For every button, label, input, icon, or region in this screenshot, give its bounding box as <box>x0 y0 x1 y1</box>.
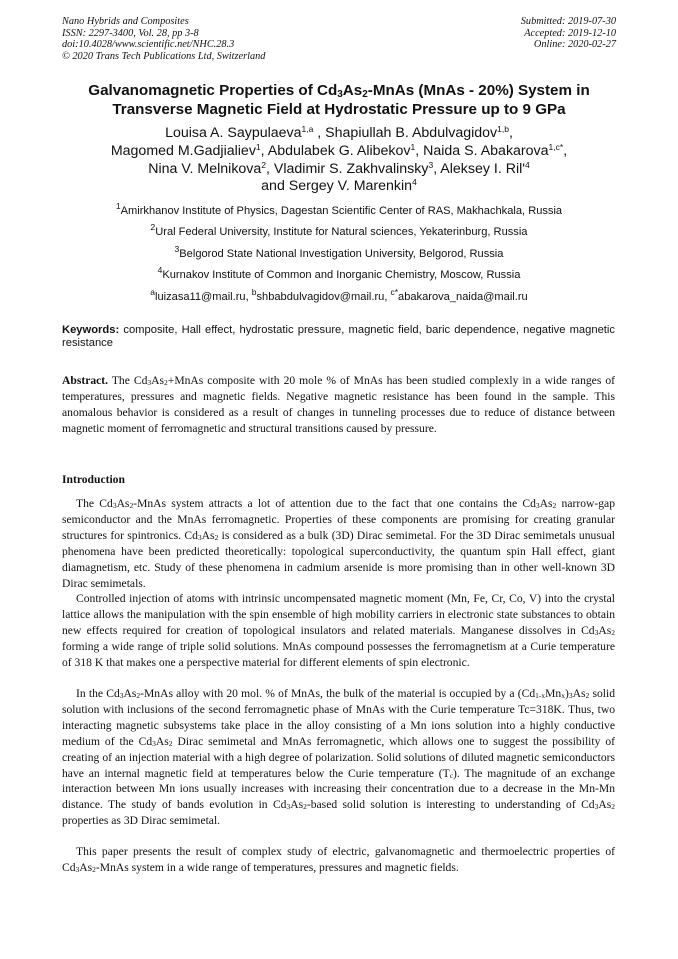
email-link[interactable]: luizasa11@mail.ru, <box>155 291 252 303</box>
paragraph-3: In the $Cd_3As_2$-MnAs alloy with 20 mol. % of MnAs, the bulk of the material is occupied by a $(Cd_{1-x}Mn_x)_3As_2$ solid solution with inclusions of the second ferromagnetic phase of MnAs with the Curie temperature Tc=318K. Thus, two interacting magnetic subsystems take place in the alloy consisting of a Mn ions solution into a highly conductive medium of the $Cd_3As_2$ Dirac semimetal and MnAs ferromagnetic, which allows one to suggest the possibility of creating of an injection material with a high degree of polarization. Solid solutions of diluted magnetic semiconductors have an internal magnetic field at temperatures below the Curie temperature $(T_c)$. The magnitude of an exchange interaction between Mn ions usually increases with increasing their concentration due to a decrease in the Mn-Mn distance. The study of bands evolution in $Cd_3As_2$-based solid solution is interesting to understanding of $Cd_3As_2$ properties as 3D Dirac semimetal. <box>62 687 616 828</box>
abstract: Abstract. The $Cd_3As_2+MnAs$ composite with 20 mole % of MnAs has been studied complexly in a wide ranges of temperatures, pressures and magnetic fields. Negative magnetic resistance has been found in the sample. This anomalous behavior is considered as a result of changes in tunneling processes due to reduce of distance between magnetic moment of ferromagnetic and structural transitions caused by pressure. <box>62 374 615 435</box>
journal-name: Nano Hybrids and Composites <box>62 16 189 27</box>
keywords-label: Keywords: <box>62 324 120 336</box>
doi-line: doi:10.4028/www.scientific.net/NHC.28.3 <box>62 39 235 50</box>
affiliation-1: $^1$Amirkhanov Institute of Physics, Dagestan Scientific Center of RAS, Makhachkala, Russia <box>115 201 563 217</box>
affiliation-4: $^4$Kurnakov Institute of Common and Inorganic Chemistry, Moscow, Russia <box>157 265 521 281</box>
abstract-label: Abstract. <box>62 374 109 387</box>
copyright-line: © 2020 Trans Tech Publications Ltd, Switzerland <box>62 50 266 62</box>
email-link[interactable]: shbabdulvagidov@mail.ru, <box>256 291 391 303</box>
keywords: Keywords: composite, Hall effect, hydrostatic pressure, magnetic field, baric dependence, negative magnetic resistance <box>62 324 615 350</box>
accepted-date: Accepted: 2019-12-10 <box>524 27 616 39</box>
issn-line: ISSN: 2297-3400, Vol. 28, pp 3-8 <box>62 27 199 39</box>
journal-info <box>62 16 265 62</box>
submitted-date: Submitted: 2019-07-30 <box>520 16 616 27</box>
section-heading: Introduction <box>62 473 125 486</box>
online-date: Online: 2020-02-27 <box>533 39 616 50</box>
author-list: Louisa A. Saypulaeva$^{1,a}$ , Shapiullah B. Abdulvagidov$^{1,b}$, Magomed M.Gadjialiev$^1$, Abdulabek G. Alibekov$^1$, Naida S. Abakarova$^{1,c*}$, Nina V. Melnikova$^2$, Vladimir S. Zakhvalinsky$^3$, Aleksey I. $Ril'^4$ and Sergey V. Marenkin$^4$ <box>110 124 568 195</box>
paper-title: Galvanomagnetic Properties of $Cd_3As_2$-MnAs (MnAs - 20%) System in Transverse Magnetic Field at Hydrostatic Pressure up to 9 GPa <box>88 82 590 118</box>
submission-dates <box>521 16 616 51</box>
email-link[interactable]: abakarova_naida@mail.ru <box>398 291 528 303</box>
paragraph-1: The $Cd_3As_2$-MnAs system attracts a lot of attention due to the fact that one contains the $Cd_3As_2$ narrow-gap semiconductor and the MnAs ferromagnetic. Properties of these components are promising for creating granular structures for spintronics. $Cd_3As_2$ is considered as a bulk (3D) Dirac semimetal. For the 3D Dirac semimetals unusual phenomena have been predicted theoretically: topological superconductivity, the quantum spin Hall effect, giant diamagnetism, etc. Study of these phenomena in cadmium arsenide is more promising than in other well-known 3D Dirac semimetals. <box>62 497 615 590</box>
email-addresses: $^a$luizasa11@mail.ru, $^b$shbabdulvagidov@mail.ru, $^{c*}$abakarova_naida@mail.ru <box>150 287 528 303</box>
affiliation-3: $^3$Belgorod State National Investigation University, Belgorod, Russia <box>174 244 504 260</box>
affiliation-2: $^2$Ural Federal University, Institute for Natural sciences, Yekaterinburg, Russia <box>150 222 528 238</box>
paragraph-4: This paper presents the result of complex study of electric, galvanomagnetic and thermoelectric properties of $Cd_3As_2$-MnAs system in a wide range of temperatures, pressures and magnetic fields. <box>62 845 615 874</box>
paragraph-2: Controlled injection of atoms with intrinsic uncompensated magnetic moment (Mn, Fe, Cr, Co, V) into the crystal lattice allows the manipulation with the spin ensemble of high mobility carriers in electronic state substances to obtain new effects required for creation of topological insulators and related materials. Manganese dissolves in $Cd_3As_2$ forming a wide range of triple solid solutions. MnAs compound possesses the ferromagnetism at a Curie temperature of 318 K that makes one a perspective material for different elements of spin electronic. <box>62 592 615 669</box>
